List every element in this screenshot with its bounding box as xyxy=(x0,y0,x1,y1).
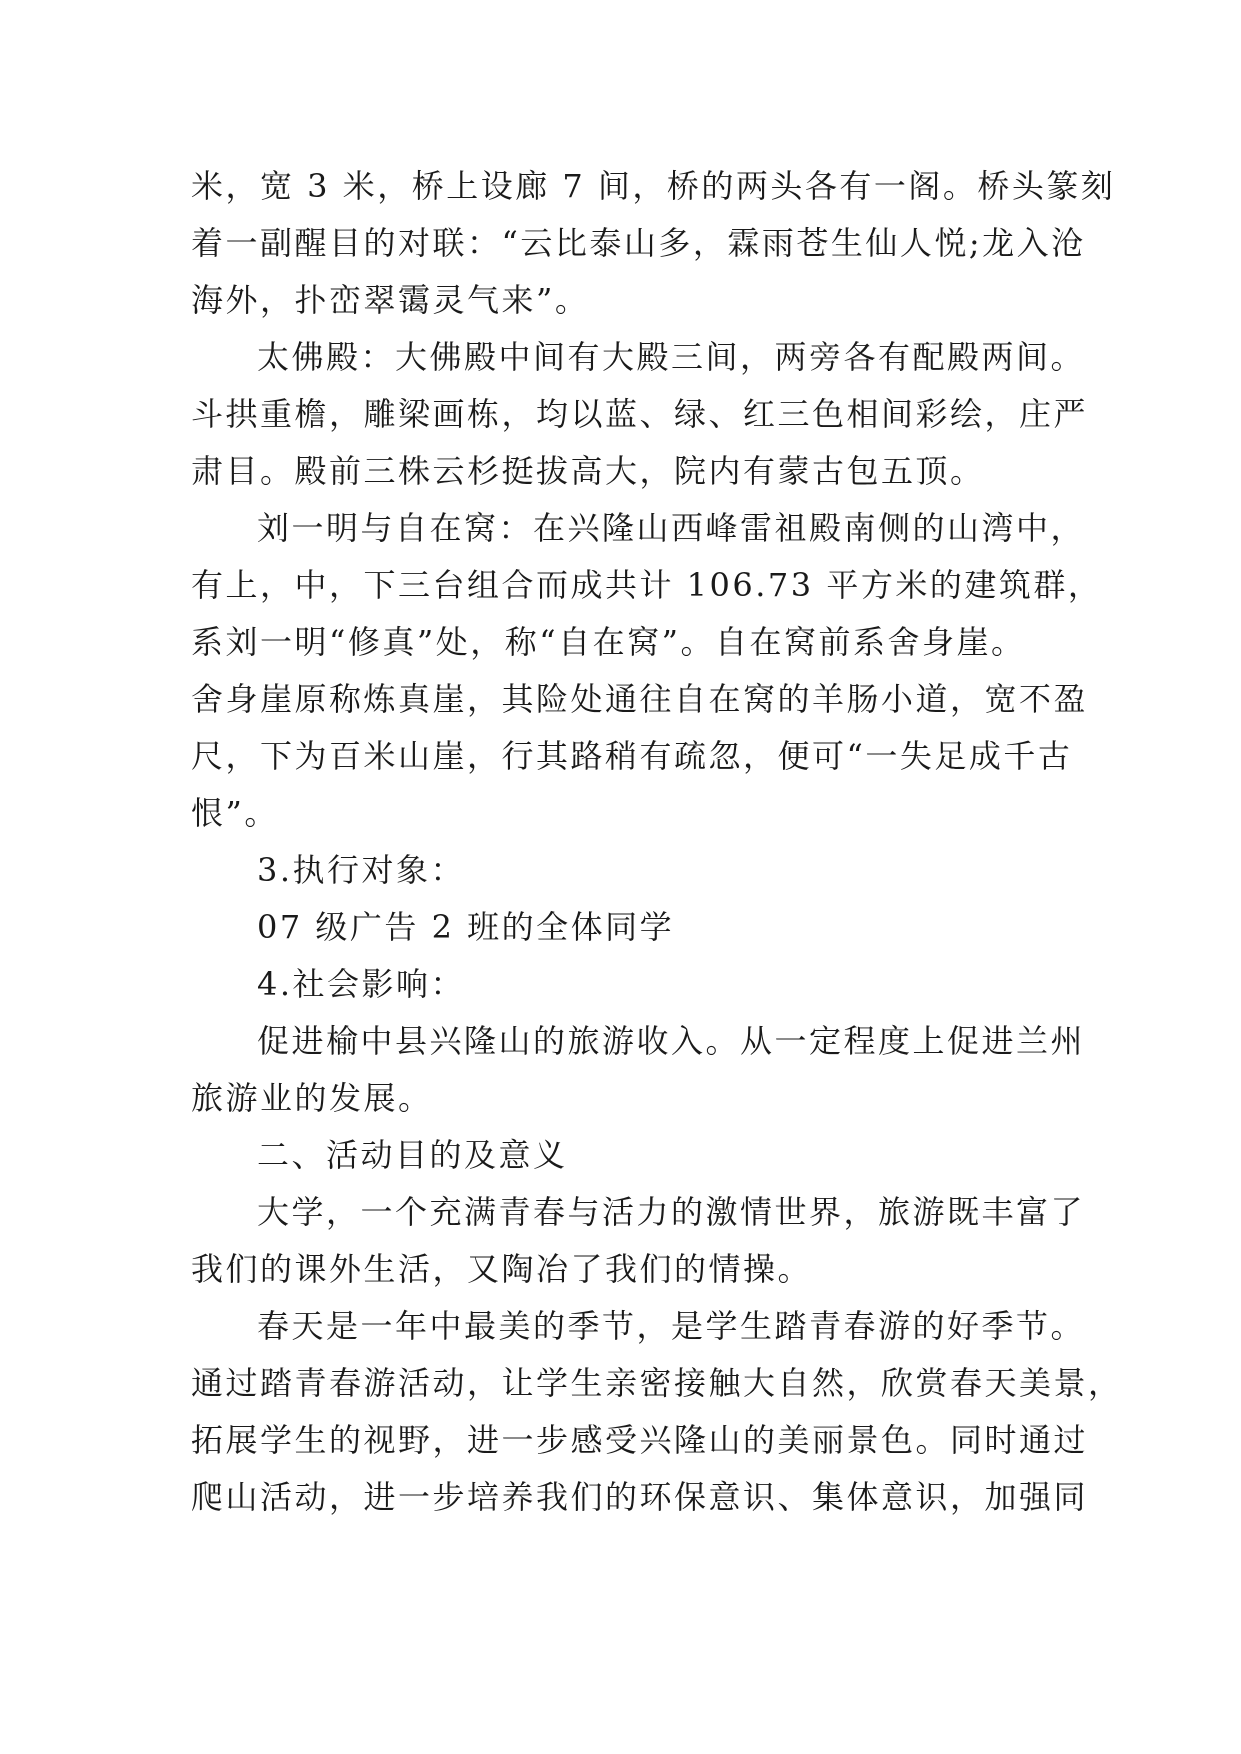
paragraph-spring: 春天是一年中最美的季节，是学生踏青春游的好季节。 xyxy=(257,1307,1086,1345)
section-heading-target: 3.执行对象： xyxy=(257,851,466,889)
text-line-11: 尺，下为百米山崖，行其路稍有疏忽，便可“一失足成千古 xyxy=(191,737,1073,775)
paragraph-taifo-hall: 太佛殿：大佛殿中间有大殿三间，两旁各有配殿两间。 xyxy=(257,338,1086,376)
text-line-20: 我们的课外生活，又陶冶了我们的情操。 xyxy=(191,1250,813,1288)
text-line-8: 有上，中，下三台组合而成共计 106.73 平方米的建筑群， xyxy=(191,566,1103,604)
text-line-2: 着一副醒目的对联：“云比泰山多，霖雨苍生仙人悦;龙入沧 xyxy=(191,224,1086,262)
text-line-3: 海外，扑峦翠霭灵气来”。 xyxy=(191,281,590,319)
document-body xyxy=(191,158,1123,1526)
paragraph-liu-yiming: 刘一明与自在窝：在兴隆山西峰雷祖殿南侧的山湾中， xyxy=(257,509,1086,547)
section-heading-impact: 4.社会影响： xyxy=(257,965,466,1003)
target-participants: 07 级广告 2 班的全体同学 xyxy=(257,908,675,946)
text-line-9: 系刘一明“修真”处，称“自在窝”。自在窝前系舍身崖。 xyxy=(191,623,1026,661)
text-line-23: 拓展学生的视野，进一步感受兴隆山的美丽景色。同时通过 xyxy=(191,1421,1089,1459)
text-line-5: 斗拱重檐，雕梁画栋，均以蓝、绿、红三色相间彩绘，庄严 xyxy=(191,395,1089,433)
text-line-10: 舍身崖原称炼真崖，其险处通往自在窝的羊肠小道，宽不盈 xyxy=(191,680,1089,718)
section-heading-purpose: 二、活动目的及意义 xyxy=(257,1136,568,1174)
paragraph-university: 大学，一个充满青春与活力的激情世界，旅游既丰富了 xyxy=(257,1193,1086,1231)
text-line-6: 肃目。殿前三株云杉挺拔高大，院内有蒙古包五顶。 xyxy=(191,452,985,490)
paragraph-impact: 促进榆中县兴隆山的旅游收入。从一定程度上促进兰州 xyxy=(257,1022,1086,1060)
text-line-17: 旅游业的发展。 xyxy=(191,1079,433,1117)
text-line-22: 通过踏青春游活动，让学生亲密接触大自然，欣赏春天美景， xyxy=(191,1364,1123,1402)
text-line-1: 米，宽 3 米，桥上设廊 7 间，桥的两头各有一阁。桥头篆刻 xyxy=(191,167,1116,205)
text-line-12: 恨”。 xyxy=(191,794,279,832)
text-line-24: 爬山活动，进一步培养我们的环保意识、集体意识，加强同 xyxy=(191,1478,1089,1516)
